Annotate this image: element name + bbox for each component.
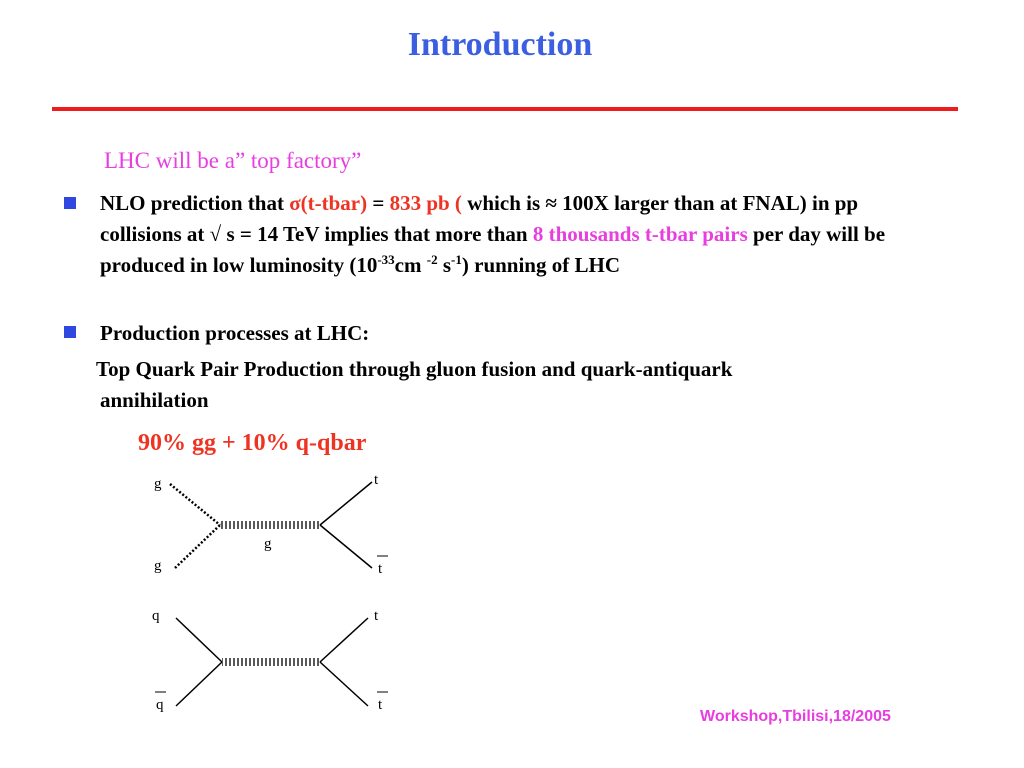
label-qbar-in: q: [156, 697, 164, 713]
antitop-line-out: [320, 525, 372, 568]
title-divider: [52, 107, 958, 111]
process-line: annihilation: [100, 388, 209, 412]
text-run: ) running of LHC: [461, 253, 620, 277]
cross-section-value: 833 pb (: [389, 191, 462, 215]
text-run: which is ≈ 100X larger than at FNAL) in pp collisions at √ s = 14 TeV implies that more than: [100, 191, 859, 246]
text-run: NLO prediction that: [100, 191, 290, 215]
label-g-propagator: g: [264, 536, 272, 552]
text-run: cm: [394, 253, 427, 277]
gluon-line-in-top: [170, 484, 220, 525]
exponent: -2: [426, 252, 438, 267]
bullet-production-processes: Production processes at LHC:: [100, 321, 370, 345]
text-run: s: [437, 253, 452, 277]
process-description: [96, 354, 936, 416]
gluon-line-in-bottom: [175, 525, 220, 568]
label-tbar-out: t: [378, 561, 383, 577]
cross-section-label: σ(t-tbar): [289, 191, 368, 215]
production-ratio: 90% gg + 10% q-qbar: [138, 430, 367, 456]
feynman-diagrams: [140, 468, 400, 718]
slide-subtitle: LHC will be a” top factory”: [104, 148, 362, 173]
label-t-out: t: [374, 472, 379, 488]
pair-count: 8 thousands t-tbar pairs: [532, 222, 748, 246]
label-q-in: q: [152, 608, 160, 624]
antitop-line-out: [320, 662, 368, 706]
bullet-square-icon: [64, 326, 76, 338]
quark-annihilation-diagram: [152, 608, 388, 713]
label-t-out: t: [374, 608, 379, 624]
bullet-square-icon: [64, 197, 76, 209]
bullet-nlo-prediction: [100, 188, 940, 281]
label-g-in-bottom: g: [154, 558, 162, 574]
top-line-out: [320, 618, 368, 662]
gluon-propagator: [220, 521, 320, 529]
antiquark-line-in: [176, 662, 222, 706]
gluon-fusion-diagram: [154, 472, 388, 577]
gluon-propagator: [222, 658, 320, 666]
process-line: Top Quark Pair Production through gluon fusion and quark-antiquark: [96, 357, 733, 381]
text-run: =: [367, 191, 390, 215]
slide-title: Introduction: [407, 26, 593, 63]
label-g-in-top: g: [154, 476, 162, 492]
footer-workshop: Workshop,Tbilisi,18/2005: [700, 708, 891, 725]
label-tbar-out: t: [378, 697, 383, 713]
text-run: per day will be produced in low luminosity (10: [100, 222, 886, 277]
top-line-out: [320, 482, 372, 525]
exponent: -1: [451, 252, 462, 267]
exponent: -33: [377, 252, 395, 267]
quark-line-in: [176, 618, 222, 662]
